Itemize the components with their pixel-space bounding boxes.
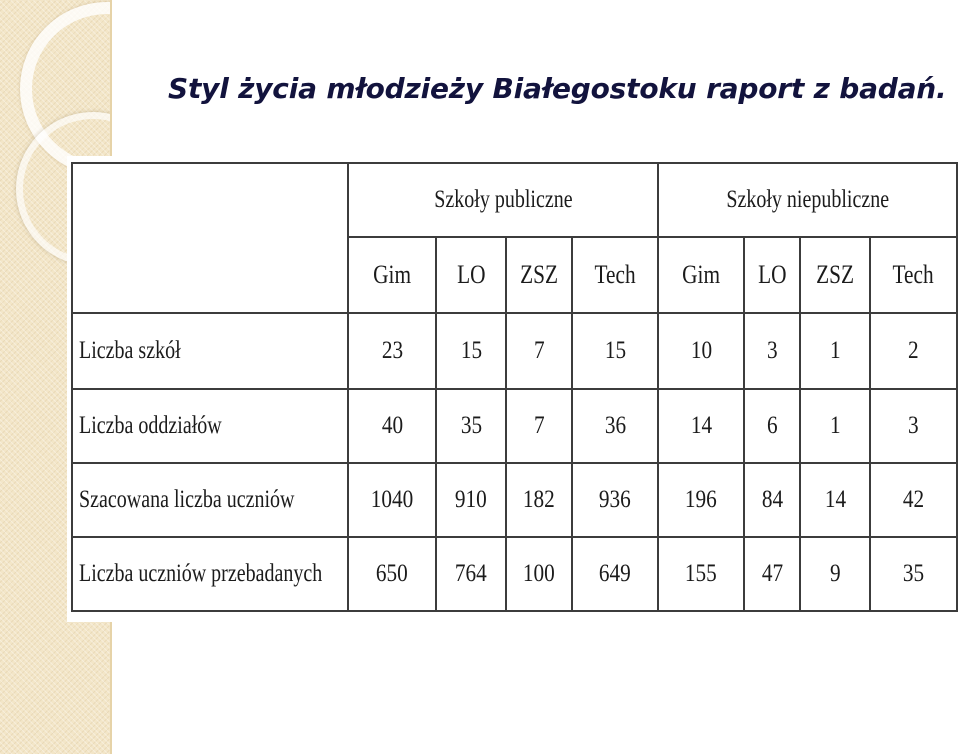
table-cell: 910 [436,463,506,537]
group-label: Szkoły niepubliczne [726,186,889,213]
table-cell: 1 [800,389,870,463]
corner-cell [72,163,348,313]
table-cell: 35 [436,389,506,463]
column-header: Gim [348,237,436,313]
table-cell: 649 [572,537,658,611]
table-row [72,313,957,389]
table-cell: 3 [744,313,800,389]
table-cell: 40 [348,389,436,463]
schools-table [71,162,958,612]
table-cell: 36 [572,389,658,463]
column-header: Gim [658,237,744,313]
row-label: Liczba oddziałów [79,412,222,439]
table-cell: 182 [506,463,572,537]
column-header: LO [744,237,800,313]
table-cell: 155 [658,537,744,611]
column-header: Tech [870,237,957,313]
table-cell: 1040 [348,463,436,537]
group-label: Szkoły publiczne [433,186,573,213]
table-cell: 764 [436,537,506,611]
row-label-cell [72,313,348,389]
table-cell: 23 [348,313,436,389]
table-cell: 84 [744,463,800,537]
table-cell: 35 [870,537,957,611]
table-row [72,463,957,537]
row-label-cell [72,537,348,611]
table-cell: 9 [800,537,870,611]
table-cell: 14 [658,389,744,463]
table-cell: 47 [744,537,800,611]
row-label: Liczba uczniów przebadanych [79,560,323,587]
group-header-row [72,163,957,237]
table-cell: 196 [658,463,744,537]
group-header-nonpublic [658,163,957,237]
column-header: ZSZ [506,237,572,313]
table-cell: 7 [506,389,572,463]
table-row [72,389,957,463]
slide-title: Styl życia młodzieży Białegostoku raport z badań. [168,72,947,105]
row-label: Liczba szkół [79,337,181,364]
column-header: Tech [572,237,658,313]
table-cell: 7 [506,313,572,389]
table-cell: 100 [506,537,572,611]
table-cell: 936 [572,463,658,537]
table-row [72,537,957,611]
table-cell: 2 [870,313,957,389]
row-label-cell [72,463,348,537]
table-cell: 10 [658,313,744,389]
table-cell: 6 [744,389,800,463]
row-label-cell [72,389,348,463]
column-header: LO [436,237,506,313]
table-cell: 15 [572,313,658,389]
table-cell: 15 [436,313,506,389]
table-cell: 3 [870,389,957,463]
group-header-public [348,163,658,237]
table-cell: 1 [800,313,870,389]
column-header: ZSZ [800,237,870,313]
row-label: Szacowana liczba uczniów [79,486,295,513]
table-cell: 650 [348,537,436,611]
table-cell: 14 [800,463,870,537]
table-image [67,156,960,622]
table-cell: 42 [870,463,957,537]
